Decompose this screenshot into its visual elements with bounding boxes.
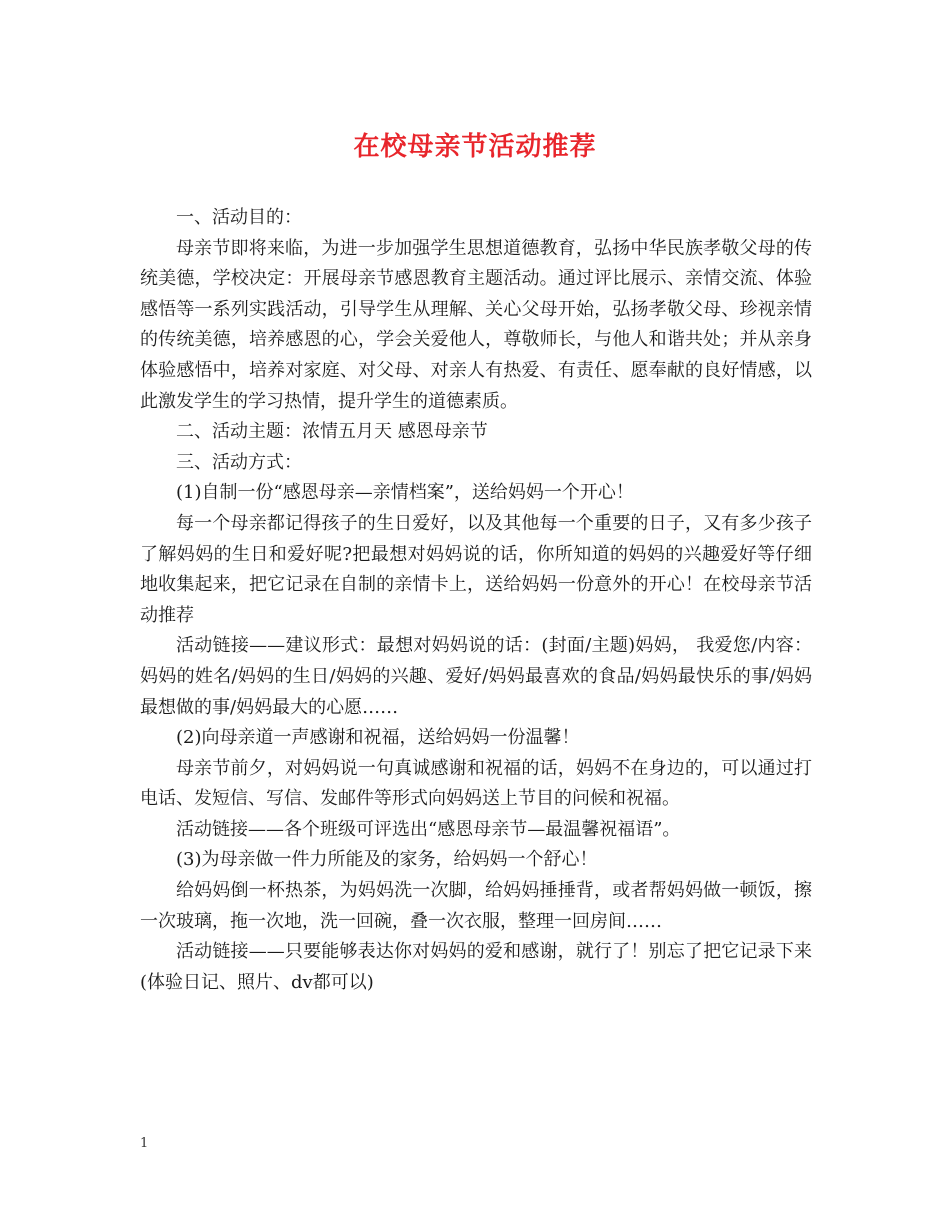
activity-3-heading: (3)为母亲做一件力所能及的家务，给妈妈一个舒心！ bbox=[176, 849, 598, 871]
activity-2-paragraph: 母亲节前夕，对妈妈说一句真诚感谢和祝福的话，妈妈不在身边的，可以通过打电话、发短信、写信、发邮件等形式向妈妈送上节目的问候和祝福。 bbox=[140, 757, 812, 810]
section-heading-method: 三、活动方式： bbox=[176, 451, 302, 473]
activity-1-link: 活动链接——建议形式：最想对妈妈说的话：(封面/主题)妈妈， 我爱您/内容：妈妈的姓名/妈妈的生日/妈妈的兴趣、爱好/妈妈最喜欢的食品/妈妈最快乐的事/妈妈最想做的事/妈妈最大的心愿…… bbox=[140, 635, 812, 718]
activity-2-heading: (2)向母亲道一声感谢和祝福，送给妈妈一份温馨！ bbox=[176, 727, 580, 749]
activity-1-heading: (1)自制一份“感恩母亲—亲情档案”，送给妈妈一个开心！ bbox=[176, 482, 634, 504]
section-heading-theme: 二、活动主题：浓情五月天 感恩母亲节 bbox=[176, 421, 488, 443]
section-heading-purpose: 一、活动目的： bbox=[176, 207, 302, 228]
activity-3-paragraph: 给妈妈倒一杯热茶，为妈妈洗一次脚，给妈妈捶捶背，或者帮妈妈做一顿饭，擦一次玻璃，拖一次地，洗一回碗，叠一次衣服，整理一回房间…… bbox=[140, 880, 812, 932]
page-number: 1 bbox=[140, 1136, 149, 1151]
activity-1-paragraph: 每一个母亲都记得孩子的生日爱好，以及其他每一个重要的日子，又有多少孩子了解妈妈的生日和爱好呢?把最想对妈妈说的话，你所知道的妈妈的兴趣爱好等仔细地收集起来，把它记录在自制的亲情卡上，送给妈妈一份意外的开心！在校母亲节活动推荐 bbox=[140, 512, 812, 626]
activity-2-link: 活动链接——各个班级可评选出“感恩母亲节—最温馨祝福语”。 bbox=[176, 818, 681, 840]
activity-3-link: 活动链接——只要能够表达你对妈妈的爱和感谢，就行了！别忘了把它记录下来(体验日记、照片、dv都可以) bbox=[140, 941, 812, 993]
document-body bbox=[140, 203, 812, 998]
document-title: 在校母亲节活动推荐 bbox=[353, 132, 597, 162]
paragraph-purpose: 母亲节即将来临，为进一步加强学生思想道德教育，弘扬中华民族孝敬父母的传统美德，学校决定：开展母亲节感恩教育主题活动。通过评比展示、亲情交流、体验感悟等一系列实践活动，引导学生从理解、关心父母开始，弘扬孝敬父母、珍视亲情的传统美德，培养感恩的心，学会关爱他人，尊敬师长，与他人和谐共处；并从亲身体验感悟中，培养对家庭、对父母、对亲人有热爱、有责任、愿奉献的良好情感，以此激发学生的学习热情，提升学生的道德素质。 bbox=[140, 237, 812, 412]
